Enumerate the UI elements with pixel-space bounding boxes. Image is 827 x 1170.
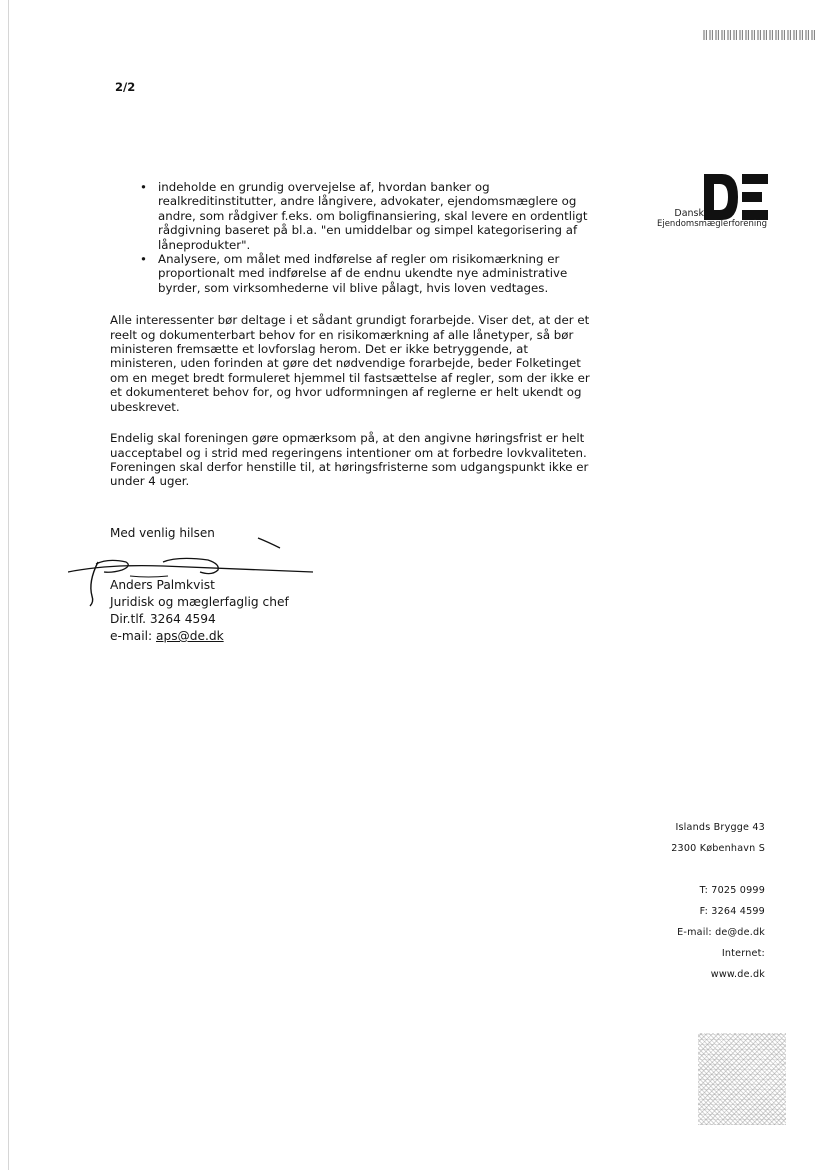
letter-body (110, 180, 590, 489)
scan-stamp-mark (698, 1033, 786, 1125)
scan-edge-line (8, 0, 9, 1170)
bullet-item: • Analysere, om målet med indførelse af regler om risikomærkning er proportionalt med indførelse af de endnu ukendte nye administrative byrder, som virksomhederne vil blive pålagt, hvis loven vedtages. (118, 252, 590, 295)
logo-text-ejendomsmaeglerforening: Ejendomsmæglerforening (656, 219, 767, 229)
page-number: 2/2 (115, 80, 136, 94)
fax-transmission-header (703, 30, 815, 40)
signature-block (110, 577, 289, 645)
address-email: E-mail: de@de.dk (677, 927, 765, 938)
paragraph-hearing-deadline: Endelig skal foreningen gøre opmærksom på, at den angivne høringsfrist er helt uacceptabel og i strid med regeringens intentioner om at forbedre lovkvaliteten. Foreningen skal derfor henstille til, at høringsfristerne som udgangspunkt ikke er under 4 uger. (110, 431, 589, 489)
bullet-item: • indeholde en grundig overvejelse af, hvordan banker og realkreditinstitutter, andre långivere, advokater, ejendomsmæglere og andre, som rådgiver f.eks. om boligfinansiering, skal levere en ordentligt rådgivning baseret på bl.a. "en umiddelbar og simpel kategorisering af låneprodukter". (118, 180, 590, 252)
logo-text-dansk: Dansk (674, 208, 704, 219)
de-logo-mark (704, 174, 768, 220)
sender-address-block (671, 817, 765, 985)
address-telephone: T: 7025 0999 (699, 885, 765, 896)
address-spacer (671, 859, 765, 880)
signatory-title: Juridisk og mæglerfaglig chef (110, 595, 289, 609)
address-internet-label: Internet: (721, 948, 765, 959)
signatory-phone: Dir.tlf. 3264 4594 (110, 612, 216, 626)
signatory-email-row (110, 628, 289, 645)
signatory-name: Anders Palmkvist (110, 578, 215, 592)
address-website: www.de.dk (710, 969, 765, 980)
address-fax: F: 3264 4599 (699, 906, 765, 917)
closing-greeting: Med venlig hilsen (110, 526, 215, 540)
address-street: Islands Brygge 43 (675, 822, 765, 833)
bullet-list (110, 180, 590, 295)
email-link[interactable]: aps@de.dk (156, 629, 224, 643)
paragraph-stakeholders: Alle interessenter bør deltage i et sådant grundigt forarbejde. Viser det, at der et reelt og dokumenterbart behov for en risikomærkning af alle lånetyper, så bør ministeren fremsætte et lovforslag herom. Det er ikke betryggende, at ministeren, uden forinden at gøre det nødvendige forarbejde, beder Folketinget om en meget bredt formuleret hjemmel til fastsættelse af regler, som der ikke er et dokumenteret behov for, og hvor udformningen af reglerne er helt ukendt og ubeskrevet. (110, 313, 590, 414)
address-city: 2300 København S (671, 843, 765, 854)
association-logo (642, 174, 772, 230)
email-label: e-mail: (110, 629, 156, 643)
